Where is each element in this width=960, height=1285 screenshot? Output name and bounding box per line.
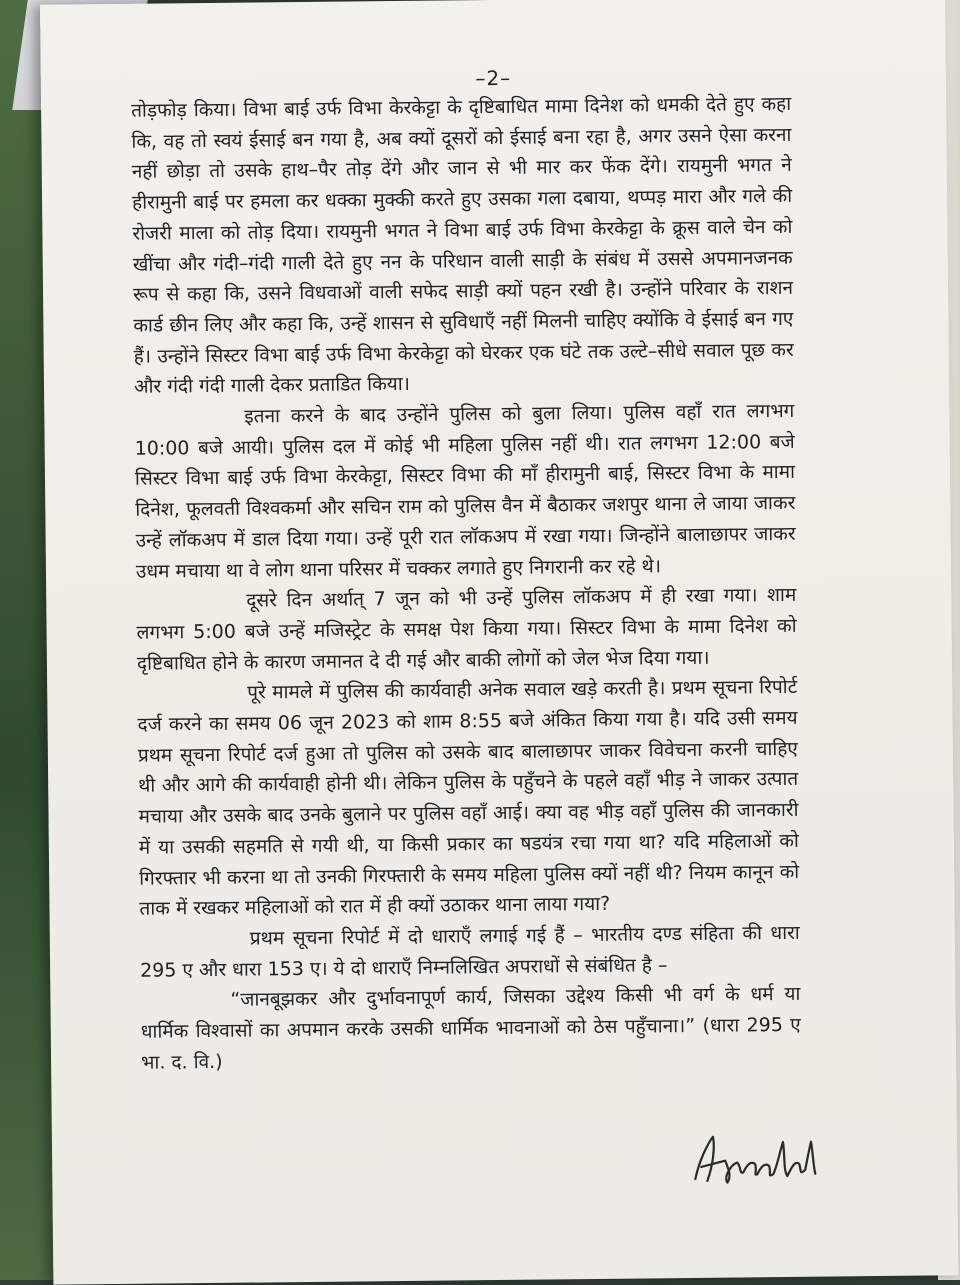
- document-body: [131, 89, 801, 1078]
- handwritten-signature: [687, 1130, 828, 1191]
- paragraph-5: प्रथम सूचना रिपोर्ट में दो धाराएँ लगाई गई हैं – भारतीय दण्ड संहिता की धारा 295 ए और धारा 153 ए। ये दो धाराएँ निम्नलिखित अपराधों से संबंधित है –: [140, 921, 800, 982]
- paragraph-1: तोड़फोड़ किया। विभा बाई उर्फ विभा केरकेट्टा के दृष्टिबाधित मामा दिनेश को धमकी देते हुए कहा कि, वह तो स्वयं ईसाई बन गया है, अब क्यों दूसरों को ईसाई बना रहा है, अगर उसने ऐसा करना नहीं छोड़ा तो उसके हाथ–पैर तोड़ देंगे और जान से भी मार कर फेंक देंगे। रायमुनी भगत ने हीरामुनी बाई पर हमला कर धक्का मुक्की करते हुए उसका गला दबाया, थप्पड़ मारा और गले की रोजरी माला को तोड़ दिया। रायमुनी भगत ने विभा बाई उर्फ विभा केरकेट्टा के क्रूस वाले चेन को खींचा और गंदी–गंदी गाली देते हुए नन के परिधान वाली साड़ी के संबंध में उससे अपमानजनक रूप से कहा कि, उसने विधवाओं वाली सफेद साड़ी क्यों पहन रखी है। उन्होंने परिवार के राशन कार्ड छीन लिए और कहा कि, उन्हें शासन से सुविधाएँ नहीं मिलनी चाहिए क्योंकि वे ईसाई बन गए हैं। उन्होंने सिस्टर विभा बाई उर्फ विभा केरकेट्टा को घेरकर एक घंटे तक उल्टे–सीधे सवाल पूछ कर और गंदी गंदी गाली देकर प्रताडित किया।: [131, 92, 794, 399]
- page-number: –2–: [475, 65, 512, 91]
- paragraph-4: पूरे मामले में पुलिस की कार्यवाही अनेक सवाल खड़े करती है। प्रथम सूचना रिपोर्ट दर्ज करने का समय 06 जून 2023 को शाम 8:55 बजे अंकित किया गया है। यदि उसी समय प्रथम सूचना रिपोर्ट दर्ज हुआ तो पुलिस को उसके बाद बालाछापर जाकर विवेचना करनी चाहिए थी और आगे की कार्यवाही होनी थी। लेकिन पुलिस के पहुँचने के पहले वहाँ भीड़ ने जाकर उत्पात मचाया और उसके बाद उनके बुलाने पर पुलिस वहाँ आई। क्या वह भीड़ वहाँ पुलिस की जानकारी में या उसकी सहमति से गयी थी, या किसी प्रकार का षडयंत्र रचा गया था? यदि महिलाओं को गिरफ्तार भी करना था तो उनकी गिरफ्तारी के समय महिला पुलिस क्यों नहीं थी? नियम कानून को ताक में रखकर महिलाओं को रात में ही क्यों उठाकर थाना लाया गया?: [137, 676, 800, 921]
- quoted-section-text: “जानबूझकर और दुर्भावनापूर्ण कार्य, जिसका उद्देश्य किसी भी वर्ग के धर्म या धार्मिक विश्वासों का अपमान करके उसकी धार्मिक भावनाओं को ठेस पहुँचाना।” (धारा 295 ए भा. द. वि.): [140, 983, 801, 1074]
- paragraph-2: इतना करने के बाद उन्होंने पुलिस को बुला लिया। पुलिस वहाँ रात लगभग 10:00 बजे आयी। पुलिस दल में कोई भी महिला पुलिस नहीं थी। रात लगभग 12:00 बजे सिस्टर विभा बाई उर्फ विभा केरकेट्टा, सिस्टर विभा की माँ हीरामुनी बाई, सिस्टर विभा के मामा दिनेश, फूलवती विश्वकर्मा और सचिन राम को पुलिस वैन में बैठाकर जशपुर थाना ले जाया जाकर उन्हें लॉकअप में डाल दिया गया। उन्हें पूरी रात लॉकअप में रखा गया। जिन्होंने बालाछापर जाकर उधम मचाया था वे लोग थाना परिसर में चक्कर लगाते हुए निगरानी कर रहे थे।: [134, 399, 796, 583]
- paragraph-3: दूसरे दिन अर्थात् 7 जून को भी उन्हें पुलिस लॉकअप में ही रखा गया। शाम लगभग 5:00 बजे उन्हें मजिस्ट्रेट के समक्ष पेश किया गया। सिस्टर विभा के मामा दिनेश को दृष्टिबाधित होने के कारण जमानत दे दी गई और बाकी लोगों को जेल भेज दिया गया।: [136, 584, 797, 675]
- document-page: [40, 0, 958, 1285]
